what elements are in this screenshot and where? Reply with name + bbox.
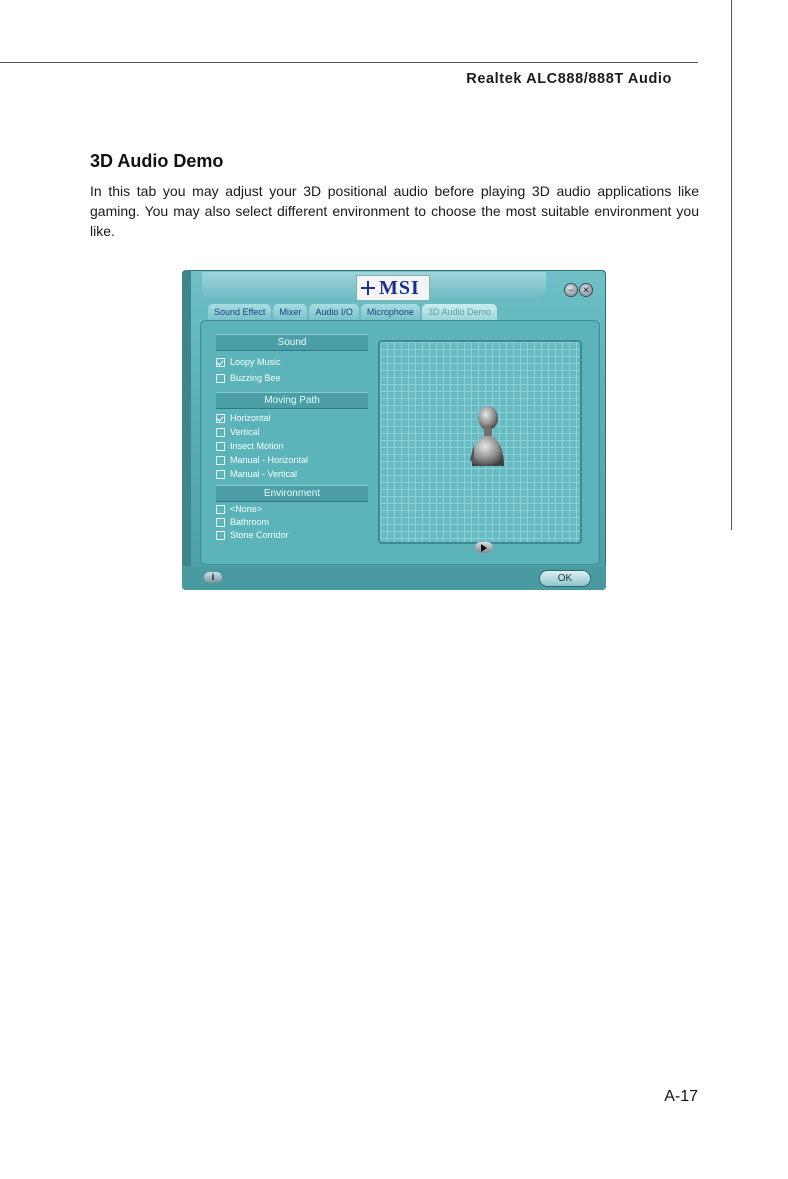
option-bathroom[interactable] bbox=[216, 517, 269, 527]
option-label: Buzzing Bee bbox=[230, 373, 281, 383]
msi-logo-text: MSI bbox=[379, 277, 420, 299]
checkbox[interactable] bbox=[216, 414, 225, 423]
environment-heading: Environment bbox=[216, 485, 368, 502]
window-edge bbox=[182, 270, 191, 590]
checkbox[interactable] bbox=[216, 518, 225, 527]
play-button[interactable] bbox=[475, 542, 493, 553]
option-stone-corridor[interactable] bbox=[216, 530, 289, 540]
checkbox[interactable] bbox=[216, 456, 225, 465]
option-label: Stone Corridor bbox=[230, 530, 289, 540]
option-label: Insect Motion bbox=[230, 441, 284, 451]
option-label: Vertical bbox=[230, 427, 260, 437]
checkbox[interactable] bbox=[216, 374, 225, 383]
top-rule bbox=[0, 62, 698, 63]
tab-sound-effect[interactable]: Sound Effect bbox=[208, 304, 271, 320]
page-number: A-17 bbox=[664, 1088, 698, 1105]
tab-bar bbox=[208, 304, 499, 320]
checkbox[interactable] bbox=[216, 428, 225, 437]
option-label: Horizontal bbox=[230, 413, 271, 423]
option-buzzing-bee[interactable] bbox=[216, 373, 281, 383]
option-label: Bathroom bbox=[230, 517, 270, 527]
option-label: Loopy Music bbox=[230, 357, 281, 367]
running-head: Realtek ALC888/888T Audio bbox=[466, 71, 672, 87]
checkbox[interactable] bbox=[216, 531, 225, 540]
listener-head-icon[interactable] bbox=[468, 404, 508, 470]
option-label: Manual - Vertical bbox=[230, 469, 298, 479]
tab-audio-io[interactable]: Audio I/O bbox=[309, 304, 359, 320]
tab-mixer[interactable]: Mixer bbox=[273, 304, 307, 320]
checkbox[interactable] bbox=[216, 505, 225, 514]
checkbox[interactable] bbox=[216, 358, 225, 367]
side-rule bbox=[731, 0, 732, 530]
demo-panel bbox=[200, 320, 600, 565]
option-horizontal[interactable] bbox=[216, 413, 271, 423]
option-manual-vertical[interactable] bbox=[216, 469, 297, 479]
info-button[interactable]: i bbox=[204, 572, 222, 583]
option-loopy-music[interactable] bbox=[216, 357, 281, 367]
close-button[interactable]: ✕ bbox=[580, 284, 592, 296]
body-paragraph: In this tab you may adjust your 3D positional audio before playing 3D audio applications like gaming. You may also select different environment to choose the most suitable environment you like. bbox=[90, 183, 699, 239]
audio-manager-window bbox=[182, 270, 606, 590]
option-vertical[interactable] bbox=[216, 427, 260, 437]
msi-logo bbox=[356, 275, 430, 301]
moving-path-heading: Moving Path bbox=[216, 392, 368, 409]
checkbox[interactable] bbox=[216, 470, 225, 479]
msi-logo-icon bbox=[361, 281, 375, 295]
ok-button[interactable]: OK bbox=[540, 571, 590, 586]
play-icon bbox=[481, 544, 487, 552]
checkbox[interactable] bbox=[216, 442, 225, 451]
option-label: <None> bbox=[230, 504, 263, 514]
minimize-button[interactable]: − bbox=[565, 284, 577, 296]
option-label: Manual - Horizontal bbox=[230, 455, 309, 465]
tab-microphone[interactable]: Microphone bbox=[361, 304, 420, 320]
section-title: 3D Audio Demo bbox=[90, 151, 224, 171]
option-none[interactable] bbox=[216, 504, 262, 514]
sound-heading: Sound bbox=[216, 334, 368, 351]
option-insect-motion[interactable] bbox=[216, 441, 284, 451]
option-manual-horizontal[interactable] bbox=[216, 455, 308, 465]
3d-position-grid[interactable] bbox=[378, 340, 582, 544]
tab-3d-audio-demo[interactable]: 3D Audio Demo bbox=[422, 304, 497, 320]
